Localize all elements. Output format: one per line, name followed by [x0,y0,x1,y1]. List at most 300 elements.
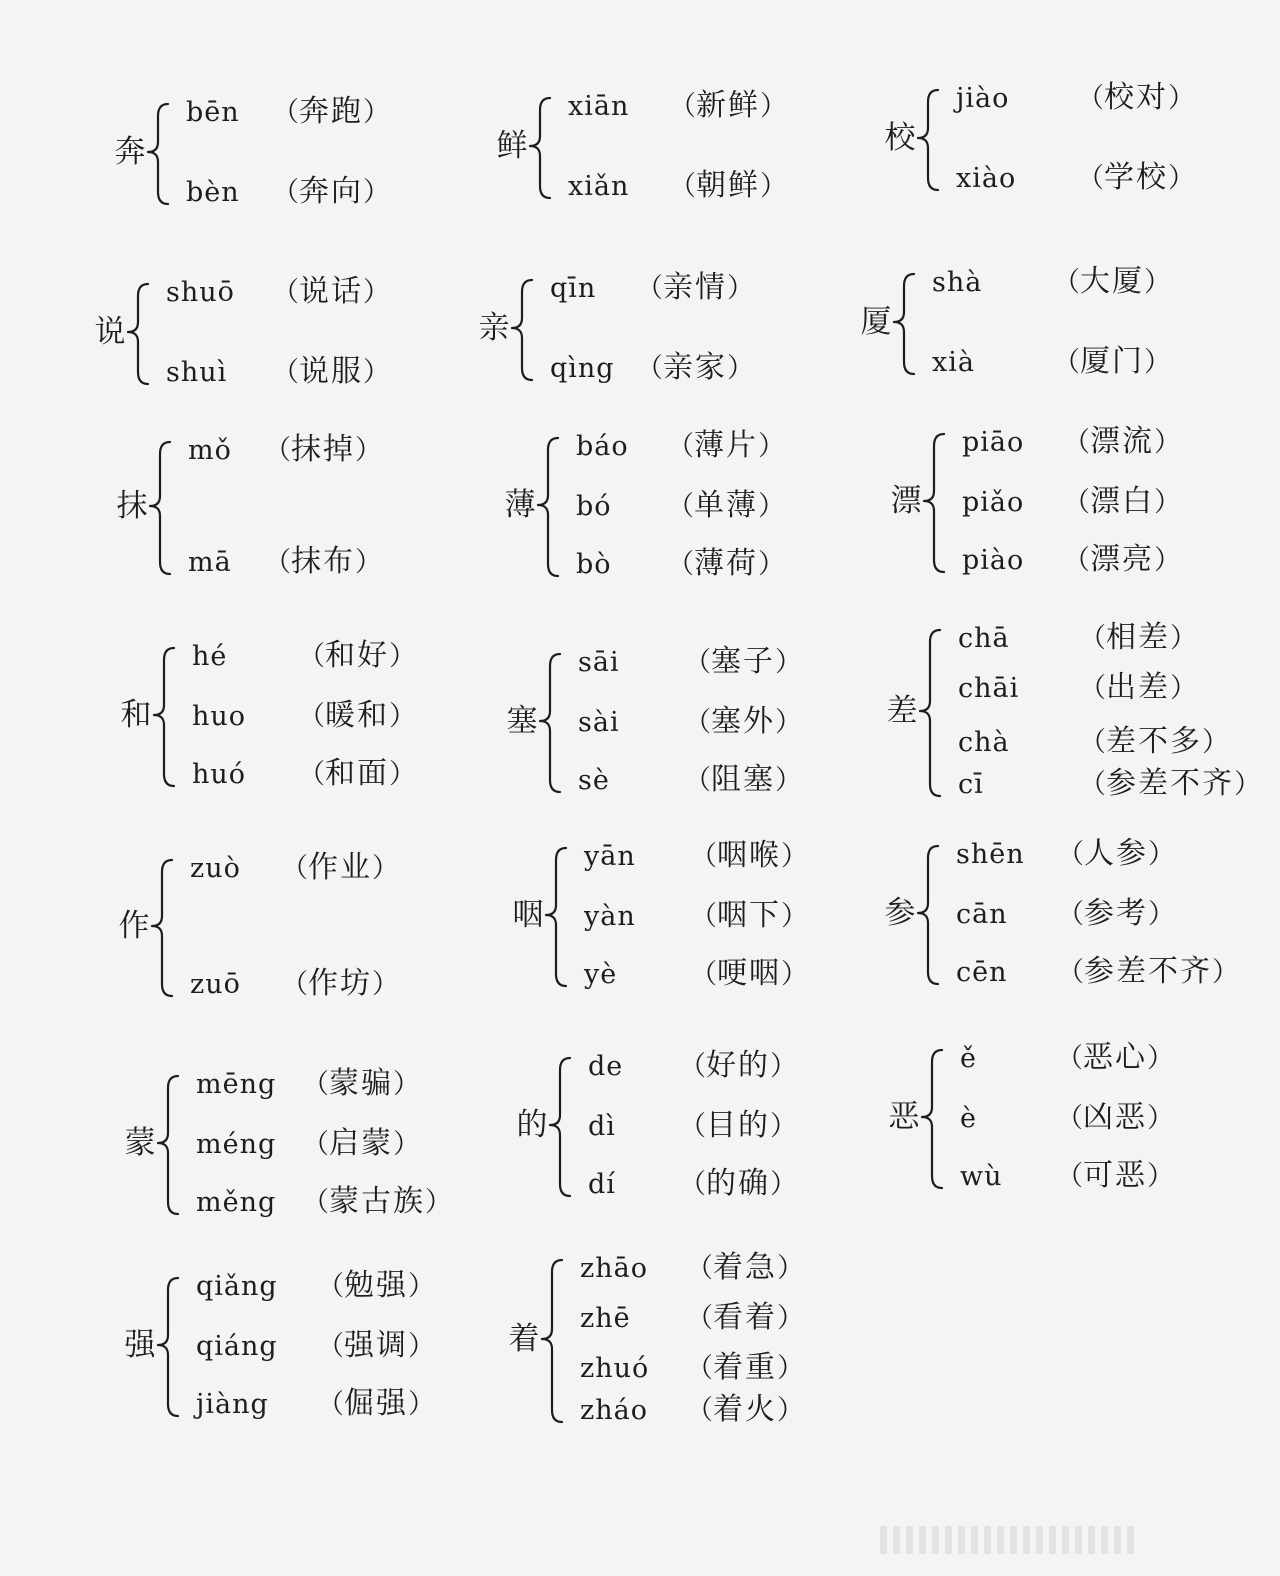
reading-entry [588,1106,797,1146]
reading-entry [962,422,1181,462]
reading-entry [192,636,416,676]
polyphone-group [114,848,474,1004]
polyphone-character: 强 [124,1327,156,1363]
pinyin: zháo [580,1395,648,1426]
close-bracket: ） [781,959,808,990]
example-word: 参差不齐 [1106,766,1234,801]
close-bracket: ） [408,1389,435,1420]
curly-brace-icon [152,1266,186,1424]
example-word: 恶心 [1083,1040,1147,1075]
example-word: 作坊 [308,966,372,1001]
open-bracket: （ [669,91,696,122]
polyphone-character: 作 [118,908,150,944]
example-word: 着重 [713,1350,777,1385]
reading-entry [578,642,802,682]
pinyin: shà [932,267,983,298]
reading-entry [960,1098,1174,1138]
reading-entry [956,78,1195,118]
example-word: 说服 [299,354,363,389]
open-bracket: （ [679,1111,706,1142]
reading-entry [186,92,390,132]
polyphone-group [508,836,868,994]
open-bracket: （ [667,549,694,580]
reading-entry [932,342,1171,382]
open-bracket: （ [686,1303,713,1334]
close-bracket: ） [781,841,808,872]
open-bracket: （ [298,759,325,790]
brace-path [512,280,532,380]
open-bracket: （ [686,1395,713,1426]
curly-brace-icon [148,636,182,794]
pinyin: sāi [578,647,620,678]
reading-entry [578,760,802,800]
open-bracket: （ [272,177,299,208]
reading-entry [190,964,399,1004]
close-bracket: ） [363,277,390,308]
polyphone-character: 鲜 [496,128,528,164]
example-word: 说话 [299,274,363,309]
reading-entry [192,696,416,736]
example-word: 相差 [1106,620,1170,655]
close-bracket: ） [758,549,785,580]
open-bracket: （ [281,969,308,1000]
close-bracket: ） [775,707,802,738]
polyphone-group [474,268,834,388]
open-bracket: （ [636,273,663,304]
example-word: 亲情 [663,270,727,305]
reading-entry [196,1124,420,1164]
pinyin: zhē [580,1303,631,1334]
pinyin: de [588,1051,624,1082]
reading-entry [186,172,390,212]
pinyin: yè [584,959,618,990]
open-bracket: （ [1057,899,1084,930]
polyphone-group [90,272,450,392]
open-bracket: （ [1079,769,1106,800]
curly-brace-icon [544,1046,578,1204]
brace-path [538,438,558,576]
pinyin: piǎo [962,487,1025,518]
example-word: 咽喉 [717,838,781,873]
example-word: 蒙骗 [329,1066,393,1101]
polyphone-character: 的 [516,1107,548,1143]
pinyin: cān [956,899,1008,930]
pinyin: bèn [186,177,240,208]
curly-brace-icon [912,78,946,198]
pinyin: ě [960,1043,977,1074]
close-bracket: ） [425,1187,452,1218]
reading-entry [584,836,808,876]
open-bracket: （ [684,647,711,678]
close-bracket: ） [777,1395,804,1426]
pinyin: sè [578,765,610,796]
pinyin: cēn [956,957,1008,988]
open-bracket: （ [1063,427,1090,458]
polyphone-character: 和 [120,697,152,733]
open-bracket: （ [302,1187,329,1218]
close-bracket: ） [363,177,390,208]
close-bracket: ） [777,1253,804,1284]
reading-entry [550,348,754,388]
pinyin: dí [588,1169,616,1200]
curly-brace-icon [888,262,922,382]
example-word: 可恶 [1083,1158,1147,1193]
polyphone-group [120,1266,480,1424]
example-word: 学校 [1104,160,1168,195]
reading-entry [580,1248,804,1288]
example-word: 出差 [1106,670,1170,705]
reading-entry [580,1390,804,1430]
pinyin: bēn [186,97,240,128]
pinyin: chāi [958,673,1020,704]
open-bracket: （ [1079,673,1106,704]
pinyin: yàn [584,901,636,932]
open-bracket: （ [1077,163,1104,194]
close-bracket: ） [770,1169,797,1200]
reading-entry [580,1348,804,1388]
close-bracket: ） [758,491,785,522]
reading-entry [196,1326,435,1366]
brace-path [530,98,550,198]
brace-path [148,104,168,204]
example-word: 勉强 [344,1268,408,1303]
reading-entry [188,430,382,470]
pinyin: qiǎng [196,1271,278,1302]
pinyin: piào [962,545,1025,576]
example-word: 奔跑 [299,94,363,129]
example-word: 朝鲜 [696,168,760,203]
close-bracket: ） [363,97,390,128]
pinyin: bò [576,549,612,580]
open-bracket: （ [281,853,308,884]
close-bracket: ） [1147,1103,1174,1134]
example-word: 哽咽 [717,956,781,991]
curly-brace-icon [534,642,568,800]
example-word: 暖和 [325,698,389,733]
close-bracket: ） [389,641,416,672]
polyphone-group [856,262,1216,382]
reading-entry [576,426,785,466]
polyphone-character: 说 [94,314,126,350]
example-word: 参考 [1084,896,1148,931]
polyphone-group [492,86,852,206]
pinyin: mā [188,547,232,578]
polyphone-group [500,426,860,584]
reading-entry [958,764,1261,804]
close-bracket: ） [770,1051,797,1082]
example-word: 强调 [344,1328,408,1363]
reading-entry [584,896,808,936]
polyphone-group [880,78,1240,198]
example-word: 目的 [706,1108,770,1143]
close-bracket: ） [1147,1043,1174,1074]
pinyin: shuì [166,357,228,388]
example-word: 看着 [713,1300,777,1335]
reading-entry [578,702,802,742]
open-bracket: （ [1057,839,1084,870]
example-word: 抹布 [291,544,355,579]
example-word: 的确 [706,1166,770,1201]
reading-entry [190,848,399,888]
close-bracket: ） [775,647,802,678]
open-bracket: （ [1079,727,1106,758]
reading-entry [960,1156,1174,1196]
close-bracket: ） [355,547,382,578]
open-bracket: （ [667,431,694,462]
reading-entry [958,618,1197,658]
polyphone-character: 校 [884,120,916,156]
polyphone-character: 亲 [478,310,510,346]
pinyin: wù [960,1161,1003,1192]
open-bracket: （ [1053,267,1080,298]
polyphone-character: 差 [886,693,918,729]
brace-path [152,860,172,996]
close-bracket: ） [760,91,787,122]
curly-brace-icon [914,618,948,804]
pinyin: mēng [196,1069,277,1100]
open-bracket: （ [272,97,299,128]
pinyin: huó [192,759,247,790]
example-word: 和好 [325,638,389,673]
open-bracket: （ [1057,957,1084,988]
example-word: 作业 [308,850,372,885]
brace-path [158,1278,178,1416]
polyphone-group [512,1046,872,1204]
open-bracket: （ [1079,623,1106,654]
pinyin: qīn [550,273,597,304]
example-word: 和面 [325,756,389,791]
close-bracket: ） [389,701,416,732]
example-word: 蒙古族 [329,1184,425,1219]
close-bracket: ） [1202,727,1229,758]
reading-entry [588,1164,797,1204]
close-bracket: ） [760,171,787,202]
pinyin: bó [576,491,612,522]
open-bracket: （ [302,1069,329,1100]
brace-path [918,90,938,190]
polyphone-group [116,636,476,794]
polyphone-character: 塞 [506,703,538,739]
example-word: 塞外 [711,704,775,739]
pinyin: báo [576,431,629,462]
polyphone-group [502,642,862,800]
open-bracket: （ [264,547,291,578]
close-bracket: ） [1148,839,1175,870]
curly-brace-icon [524,86,558,206]
example-word: 倔强 [344,1386,408,1421]
pinyin: jiào [956,83,1010,114]
pinyin: qiáng [196,1331,278,1362]
close-bracket: ） [1234,769,1261,800]
example-word: 参差不齐 [1084,954,1212,989]
polyphone-group [882,618,1261,804]
open-bracket: （ [298,701,325,732]
close-bracket: ） [1168,83,1195,114]
example-word: 人参 [1084,836,1148,871]
example-word: 单薄 [694,488,758,523]
polyphone-group [110,92,470,212]
brace-path [158,1076,178,1214]
open-bracket: （ [1063,487,1090,518]
reading-entry [960,1038,1174,1078]
curly-brace-icon [142,92,176,212]
example-word: 薄片 [694,428,758,463]
reading-entry [196,1064,420,1104]
pinyin: cī [958,769,984,800]
open-bracket: （ [1056,1161,1083,1192]
brace-path [918,846,938,984]
close-bracket: ） [1170,673,1197,704]
reading-entry [166,352,390,392]
curly-brace-icon [152,1064,186,1222]
open-bracket: （ [636,353,663,384]
open-bracket: （ [669,171,696,202]
close-bracket: ） [1144,347,1171,378]
curly-brace-icon [918,422,952,580]
pinyin: dì [588,1111,616,1142]
pinyin: jiàng [196,1389,269,1420]
pinyin: shēn [956,839,1025,870]
open-bracket: （ [679,1169,706,1200]
example-word: 阻塞 [711,762,775,797]
open-bracket: （ [1077,83,1104,114]
brace-path [542,1260,562,1422]
brace-path [546,848,566,986]
example-word: 漂亮 [1090,542,1154,577]
pinyin: zuō [190,969,241,1000]
example-word: 亲家 [663,350,727,385]
example-word: 塞子 [711,644,775,679]
pinyin: qìng [550,353,615,384]
close-bracket: ） [1144,267,1171,298]
reading-entry [956,158,1195,198]
example-word: 差不多 [1106,724,1202,759]
close-bracket: ） [1147,1161,1174,1192]
polyphone-group [120,1064,480,1222]
pinyin: huo [192,701,247,732]
close-bracket: ） [372,853,399,884]
polyphone-character: 咽 [512,897,544,933]
polyphone-character: 蒙 [124,1125,156,1161]
brace-path [550,1058,570,1196]
example-word: 凶恶 [1083,1100,1147,1135]
pinyin: sài [578,707,620,738]
reading-entry [580,1298,804,1338]
open-bracket: （ [1056,1103,1083,1134]
pinyin: mǒ [188,435,232,466]
brace-path [150,442,170,574]
example-word: 抹掉 [291,432,355,467]
pinyin: piāo [962,427,1025,458]
reading-entry [588,1046,797,1086]
close-bracket: ） [393,1129,420,1160]
polyphone-character: 漂 [890,483,922,519]
brace-path [540,654,560,792]
open-bracket: （ [686,1353,713,1384]
pinyin: chā [958,623,1010,654]
open-bracket: （ [684,707,711,738]
polyphone-character: 着 [508,1321,540,1357]
reading-entry [568,86,787,126]
reading-entry [568,166,787,206]
close-bracket: ） [1212,957,1239,988]
curly-brace-icon [540,836,574,994]
polyphone-character: 抹 [116,488,148,524]
reading-entry [188,542,382,582]
close-bracket: ） [363,357,390,388]
curly-brace-icon [506,268,540,388]
example-word: 大厦 [1080,264,1144,299]
polyphone-character: 厦 [860,304,892,340]
close-bracket: ） [770,1111,797,1142]
brace-path [894,274,914,374]
open-bracket: （ [690,959,717,990]
brace-path [922,1050,942,1188]
pinyin: hé [192,641,228,672]
open-bracket: （ [667,491,694,522]
pinyin: měng [196,1187,277,1218]
reading-entry [192,754,416,794]
close-bracket: ） [727,273,754,304]
pinyin: yān [584,841,636,872]
open-bracket: （ [1053,347,1080,378]
polyphone-group [884,1038,1244,1196]
pinyin: shuō [166,277,235,308]
reading-entry [956,952,1239,992]
close-bracket: ） [1170,623,1197,654]
curly-brace-icon [536,1248,570,1430]
brace-path [920,630,940,796]
reading-entry [576,486,785,526]
pinyin: xiǎn [568,171,630,202]
reading-entry [958,668,1197,708]
example-word: 着急 [713,1250,777,1285]
polyphone-character: 薄 [504,487,536,523]
curly-brace-icon [916,1038,950,1196]
example-word: 校对 [1104,80,1168,115]
example-word: 薄荷 [694,546,758,581]
pinyin: zhuó [580,1353,650,1384]
reading-entry [962,540,1181,580]
curly-brace-icon [532,426,566,584]
example-word: 新鲜 [696,88,760,123]
pinyin: xià [932,347,975,378]
pinyin: zuò [190,853,241,884]
close-bracket: ） [1154,545,1181,576]
reading-entry [932,262,1171,302]
close-bracket: ） [1154,427,1181,458]
reading-entry [196,1266,435,1306]
pinyin: chà [958,727,1010,758]
example-word: 厦门 [1080,344,1144,379]
reading-entry [584,954,808,994]
reading-entry [166,272,390,312]
open-bracket: （ [1063,545,1090,576]
reading-entry [958,722,1229,762]
close-bracket: ） [372,969,399,1000]
brace-path [924,434,944,572]
polyphone-character: 奔 [114,134,146,170]
close-bracket: ） [355,435,382,466]
close-bracket: ） [777,1303,804,1334]
open-bracket: （ [690,901,717,932]
polyphone-character: 恶 [888,1099,920,1135]
example-word: 漂白 [1090,484,1154,519]
close-bracket: ） [1148,899,1175,930]
open-bracket: （ [684,765,711,796]
open-bracket: （ [264,435,291,466]
open-bracket: （ [1056,1043,1083,1074]
